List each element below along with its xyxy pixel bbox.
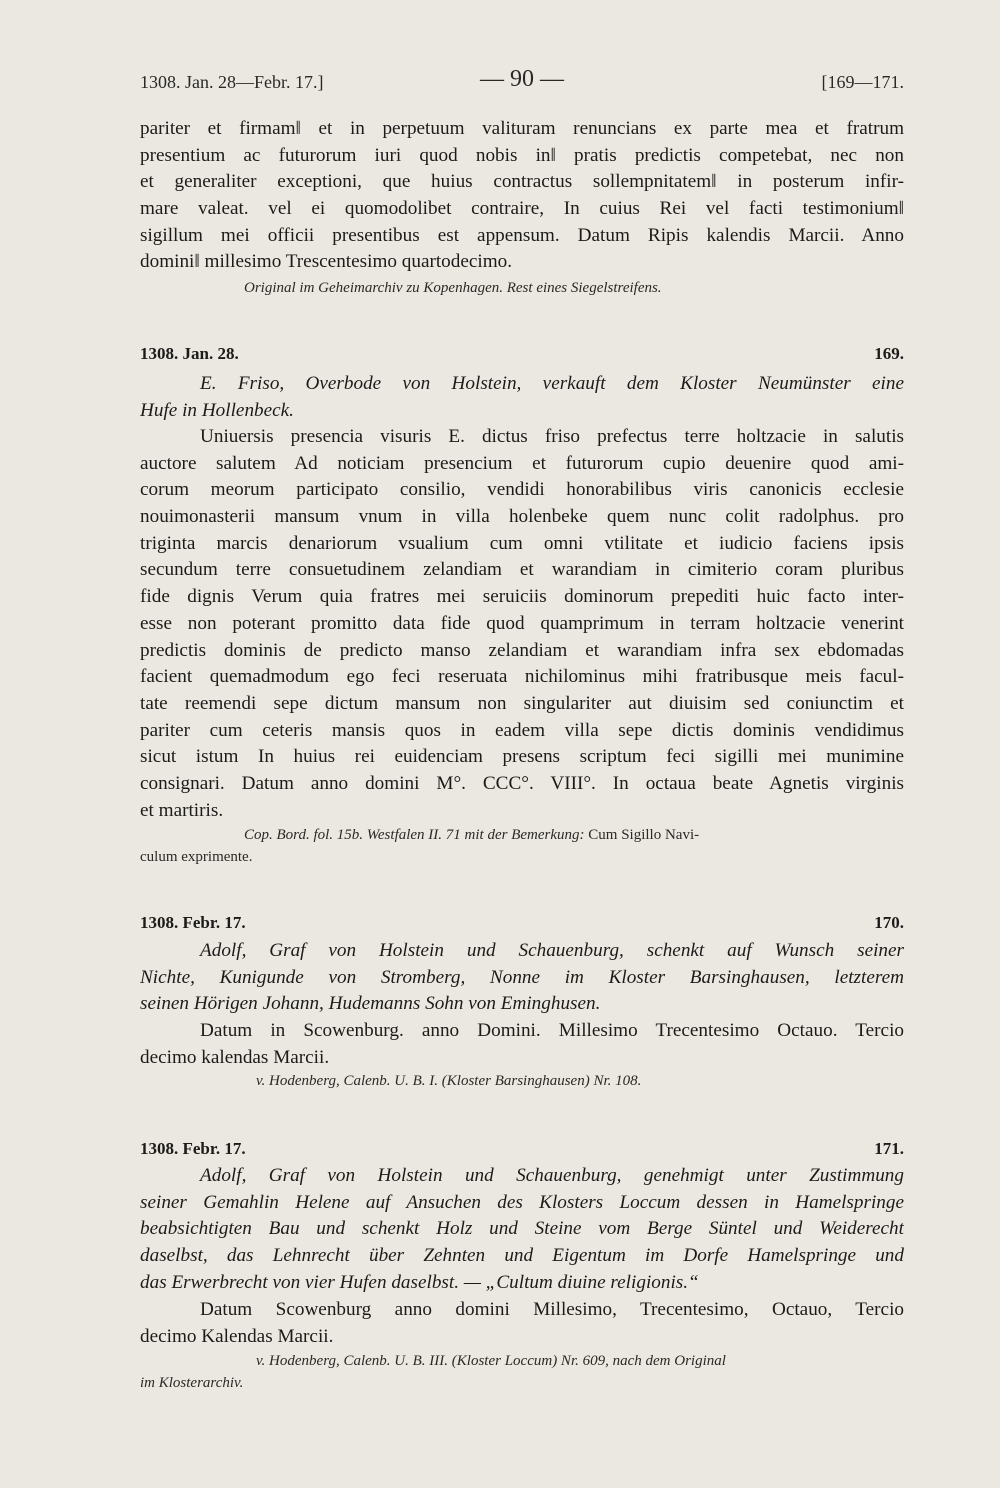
doc171-date: 1308. Febr. 17. <box>140 1139 246 1158</box>
summary-line: seinen Hörigen Johann, Hudemanns Sohn von Eminghusen. <box>140 993 601 1015</box>
text-line: sicut istum In huius rei euidenciam presens scriptum feci sigilli mei munimine <box>140 746 904 768</box>
text-line: secundum terre consuetudinem zelandiam et warandiam in cimiterio coram pluribus <box>140 559 904 581</box>
running-head-left: 1308. Jan. 28—Febr. 17.] <box>140 72 324 92</box>
text-line: mare valeat. vel ei quomodolibet contraire, In cuius Rei vel facti testimonium‖ <box>140 198 904 220</box>
summary-line: Nichte, Kunigunde von Stromberg, Nonne im Kloster Barsinghausen, letzterem <box>140 966 904 988</box>
doc171-number: 171. <box>874 1139 904 1158</box>
running-head-right: [169—171. <box>821 72 904 92</box>
text-line: Datum in Scowenburg. anno Domini. Millesimo Trecentesimo Octauo. Tercio <box>200 1020 904 1041</box>
text-line: et martiris. <box>140 799 224 821</box>
doc169-number: 169. <box>874 344 904 363</box>
text-line: nouimonasterii mansum vnum in villa holenbeke quem nunc colit radolphus. pro <box>140 506 904 528</box>
doc169-source-italic: Cop. Bord. fol. 15b. Westfalen II. 71 mit der Bemerkung: <box>244 827 585 843</box>
running-head <box>140 66 904 96</box>
text-line: decimo Kalendas Marcii. <box>140 1325 334 1347</box>
summary-line: Hufe in Hollenbeck. <box>140 399 294 421</box>
doc169-summary <box>140 371 904 424</box>
doc171-heading <box>140 1139 904 1163</box>
doc171-summary <box>140 1163 904 1296</box>
doc171-source-line2: im Klosterarchiv. <box>140 1375 244 1391</box>
doc168-source: Original im Geheimarchiv zu Kopenhagen. Rest eines Siegelstreifens. <box>244 280 662 296</box>
text-line: sigillum mei officii presentibus est appensum. Datum Ripis kalendis Marcii. Anno <box>140 224 904 246</box>
doc170-source: v. Hodenberg, Calenb. U. B. I. (Kloster Barsinghausen) Nr. 108. <box>256 1073 642 1089</box>
text-line: decimo kalendas Marcii. <box>140 1046 330 1068</box>
summary-line: Adolf, Graf von Holstein und Schauenburg, genehmigt unter Zustimmung <box>200 1165 904 1186</box>
text-line: predictis dominis de predicto manso zelandiam et warandiam infra sex ebdomadas <box>140 639 904 661</box>
text-line: facient quemadmodum ego feci reseruata nichilominus mihi fratribusque meis facul- <box>140 666 904 688</box>
summary-line: seiner Gemahlin Helene auf Ansuchen des Klosters Loccum dessen in Hamelspringe <box>140 1191 904 1213</box>
doc170-date: 1308. Febr. 17. <box>140 913 246 932</box>
doc170-text <box>140 1018 904 1071</box>
summary-line: das Erwerbrecht von vier Hufen daselbst. — „Cultum diuine religionis.“ <box>140 1271 699 1293</box>
text-line: Uniuersis presencia visuris E. dictus friso prefectus terre holtzacie in salutis <box>200 426 904 447</box>
doc169-date: 1308. Jan. 28. <box>140 344 239 363</box>
doc169-text <box>140 424 904 824</box>
summary-line: E. Friso, Overbode von Holstein, verkauft dem Kloster Neumünster eine <box>200 373 904 394</box>
text-line: et generaliter exceptioni, que huius contractus sollempnitatem‖ in posterum infir- <box>140 171 904 193</box>
summary-line: beabsichtigten Bau und schenkt Holz und Steine vom Berge Süntel und Weiderecht <box>140 1218 904 1240</box>
text-line: Datum Scowenburg anno domini Millesimo, Trecentesimo, Octauo, Tercio <box>200 1299 904 1320</box>
doc168-text <box>140 116 904 276</box>
doc169-source-line1 <box>244 824 699 846</box>
doc169-source-upright: Cum Sigillo Navi- <box>588 827 700 843</box>
summary-line: daselbst, das Lehnrecht über Zehnten und Eigentum im Dorfe Hamelspringe und <box>140 1245 904 1267</box>
text-line: tate reemendi sepe dictum mansum non singulariter aut diuisim sed coniunctim et <box>140 692 904 714</box>
text-line: fide dignis Verum quia fratres mei seruiciis dominorum prepediti huic facto inter- <box>140 586 904 608</box>
text-line: auctore salutem Ad noticiam presencium et futurorum cupio deuenire quod ami- <box>140 452 904 474</box>
text-line: consignari. Datum anno domini M°. CCC°. VIII°. In octaua beate Agnetis virginis <box>140 772 904 794</box>
text-line: triginta marcis denariorum vsualium cum omni vtilitate et iudicio faciens ipsis <box>140 532 904 554</box>
doc169-source-line2: culum exprimente. <box>140 849 253 865</box>
text-line: domini‖ millesimo Trescentesimo quartodecimo. <box>140 251 513 273</box>
doc171-source-line1: v. Hodenberg, Calenb. U. B. III. (Kloster Loccum) Nr. 609, nach dem Original <box>256 1353 726 1369</box>
doc169-heading <box>140 344 904 368</box>
text-line: presentium ac futurorum iuri quod nobis in‖ pratis predictis competebat, nec non <box>140 144 904 166</box>
doc171-text <box>140 1297 904 1350</box>
page-number: — 90 — <box>480 66 564 92</box>
text-line: corum meorum participato consilio, vendidi honorabilibus viris canonicis ecclesie <box>140 479 904 501</box>
text-line: pariter cum ceteris mansis quos in eadem villa sepe dictis dominis vendidimus <box>140 719 904 741</box>
doc170-heading <box>140 913 904 937</box>
doc170-summary <box>140 938 904 1018</box>
summary-line: Adolf, Graf von Holstein und Schauenburg, schenkt auf Wunsch seiner <box>200 940 904 961</box>
text-line: pariter et firmam‖ et in perpetuum valituram renuncians ex parte mea et fratrum <box>140 118 904 139</box>
doc170-number: 170. <box>874 913 904 932</box>
text-line: esse non poterant promitto data fide quod quamprimum in terram holtzacie venerint <box>140 612 904 634</box>
